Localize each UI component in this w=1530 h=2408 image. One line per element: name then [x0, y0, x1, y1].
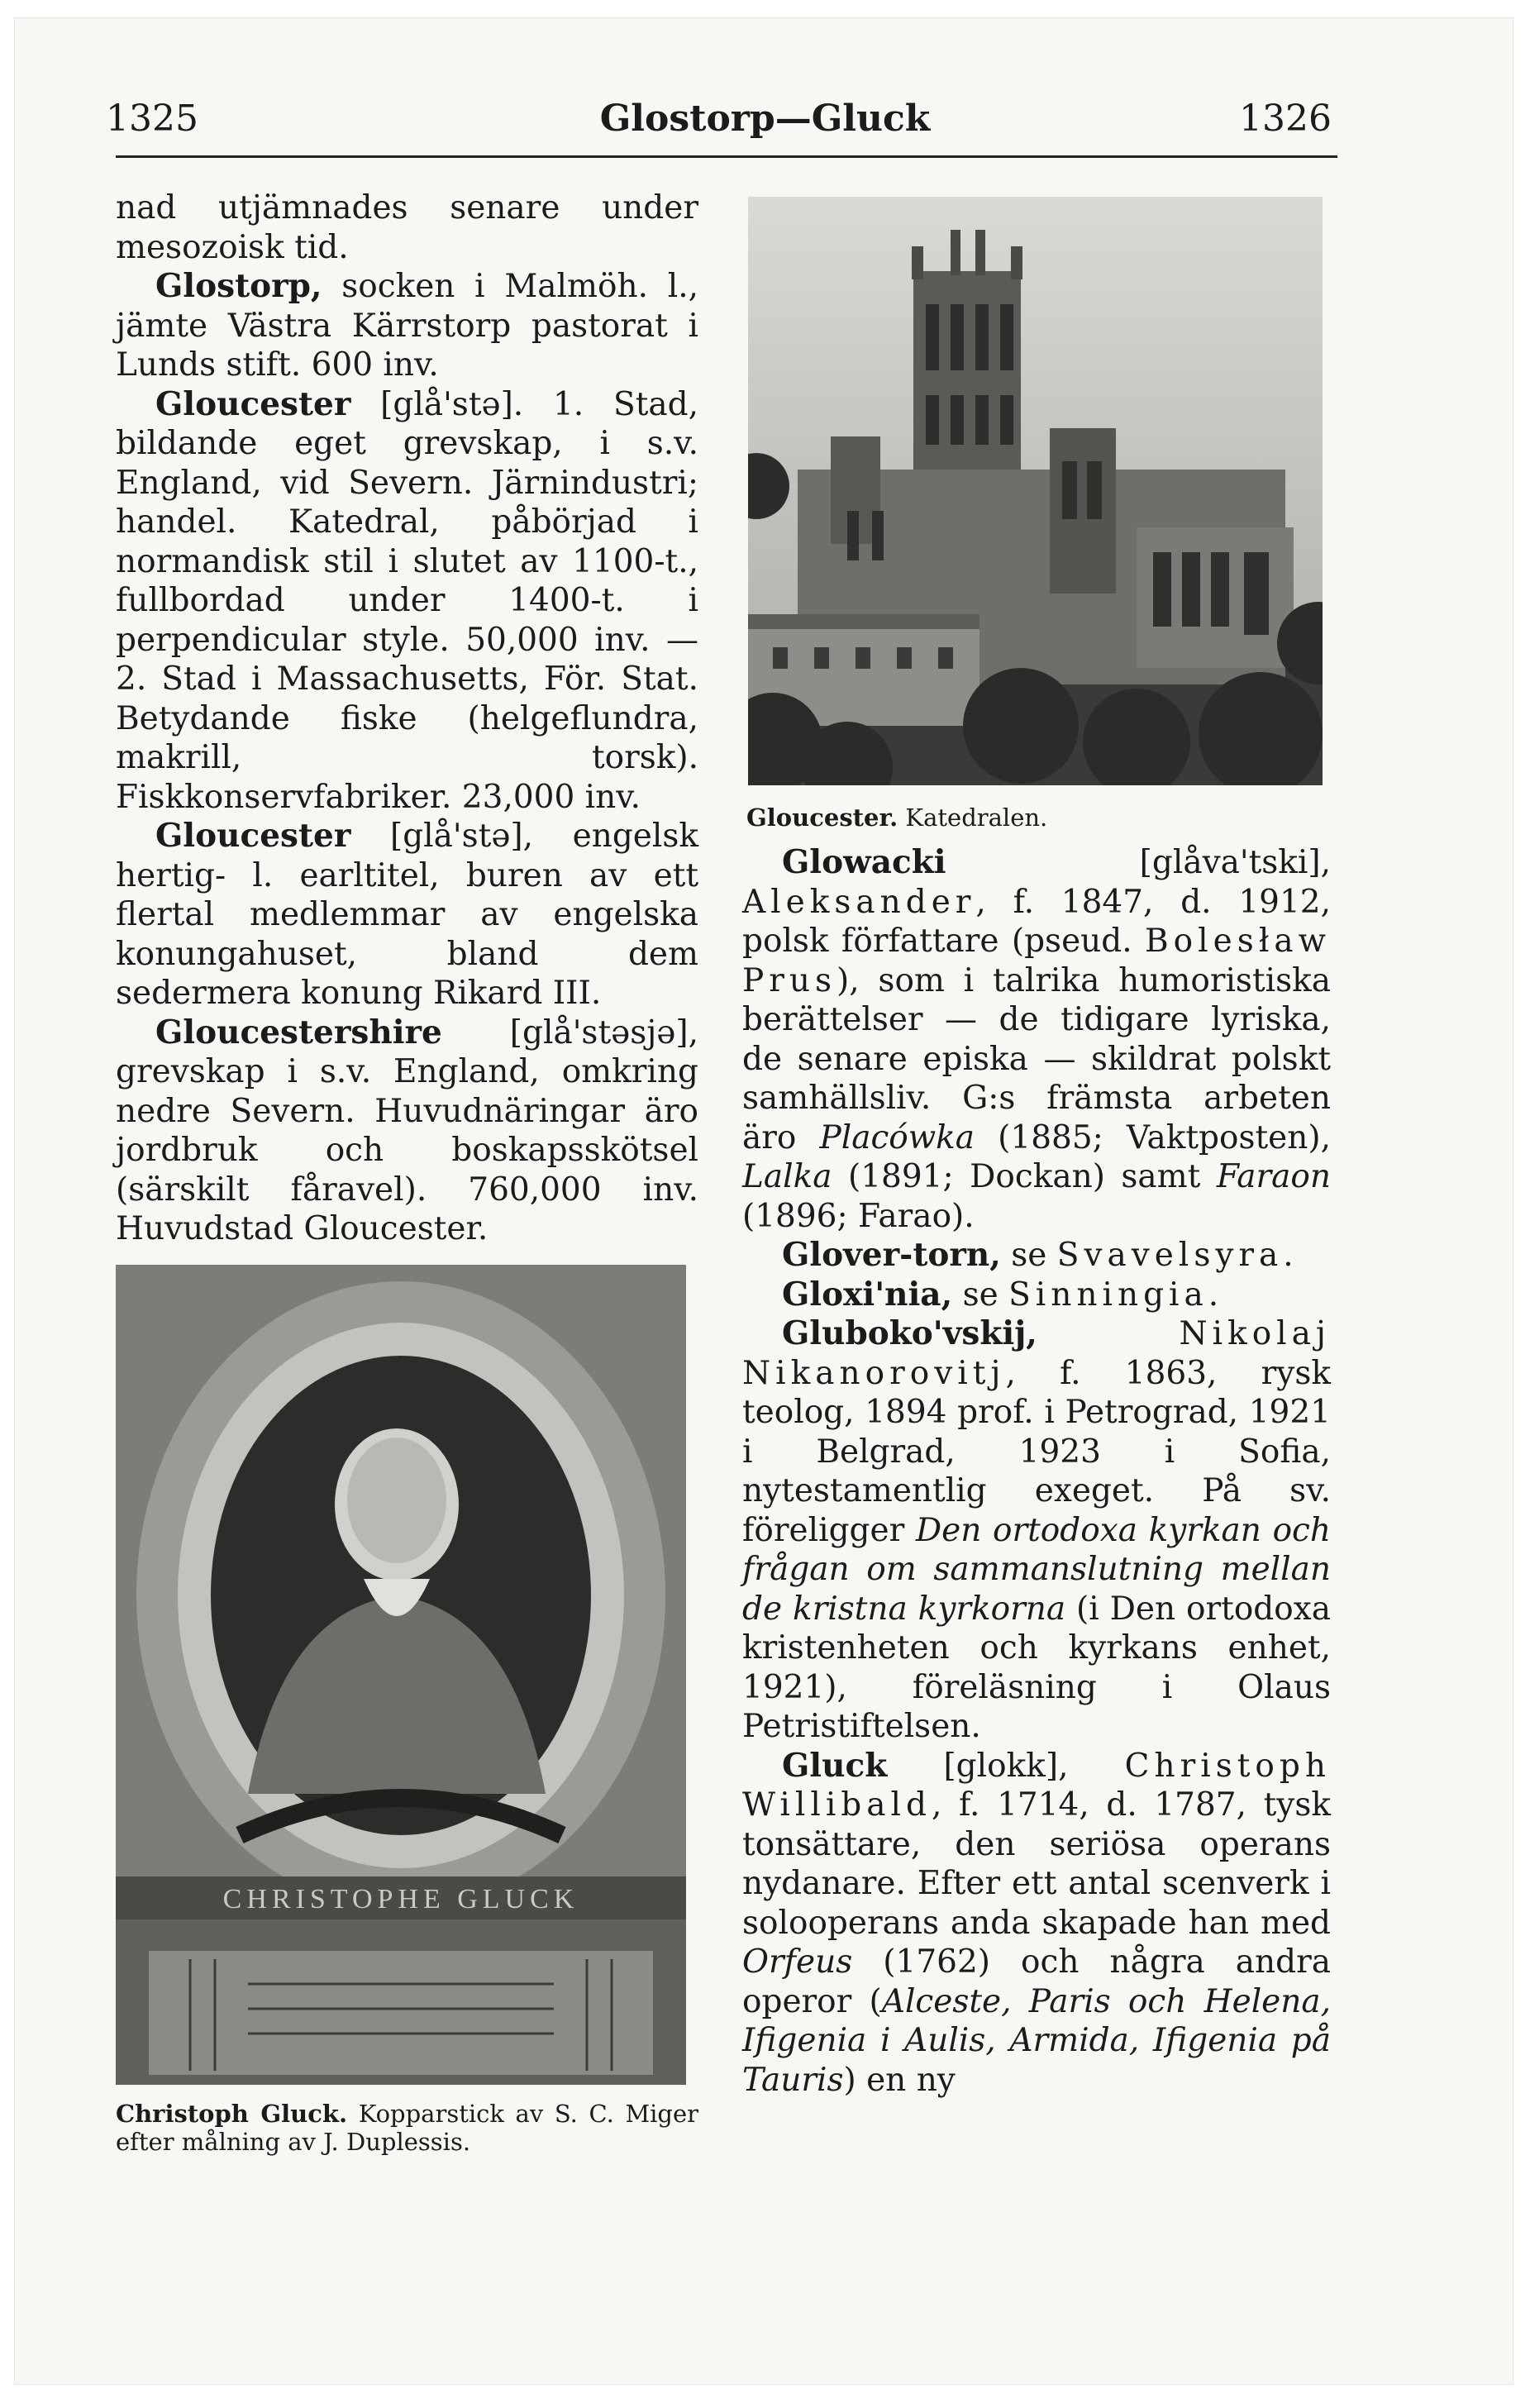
entry-glubokovskij: [742, 1314, 1331, 1747]
headword-glowacki: Glowacki: [782, 843, 946, 881]
entry-gloucester-title: [116, 817, 698, 1013]
xref-svavelsyra: Svavelsyra.: [1056, 1237, 1299, 1274]
entry-glowacki: [742, 843, 1331, 1236]
cathedral-caption: [746, 803, 1325, 832]
headword-gloucester-1: Gloucester: [155, 384, 351, 423]
entry-glostorp: [116, 267, 698, 385]
portrait-caption-title: Christoph Gluck.: [116, 2100, 348, 2128]
headword-glostorp: Glostorp,: [155, 267, 322, 305]
headword-gluck: Gluck: [782, 1746, 888, 1785]
entry-gloucester-city-text: [glå'stə]. 1. Stad, bildande eget grevskap, i s.v. England, vid Severn. Järnindustri; handel. Katedral, påbörjad i normandisk stil i slutet av 1100-t., fullbordad under 1400-t. i perpendicular style. 50,000 inv. — 2. Stad i Massachusetts, För. Stat. Betydande fiske (helgeflundra, makrill, torsk). Fiskkonservfabriker. 23,000 inv.: [116, 385, 698, 816]
entry-gloucestershire: [116, 1013, 698, 1249]
works-operas: Alceste, Paris och Helena, Ifigenia i Aulis, Armida, Ifigenia på Tauris: [742, 1982, 1332, 2099]
xref-sinningia: Sinningia.: [1008, 1276, 1224, 1314]
entry-glowacki-t2: (1891; Dockan) samt: [832, 1158, 1217, 1195]
entry-glowacki-name: Aleksander: [742, 883, 976, 921]
entry-gloxinia-see: se: [952, 1276, 1009, 1314]
gluck-portrait: [116, 1265, 686, 2085]
entry-glostorp-text: socken i Malmöh. l., jämte Västra Kärrstorp pastorat i Lunds stift. 600 inv.: [116, 268, 698, 384]
entry-gloucestershire-text: [glå'stəsjə], grevskap i s.v. England, omkring nedre Severn. Huvudnäringar äro jordbruk och boskapsskötsel (särskilt fåravel). 760,000 inv. Huvudstad Gloucester.: [116, 1013, 698, 1247]
entry-gluck-pron: [glokk],: [887, 1747, 1125, 1785]
work-lalka: Lalka: [742, 1158, 832, 1195]
entry-glubokovskij-text: , f. 1863, rysk teolog, 1894 prof. i Petrograd, 1921 i Belgrad, 1923 i Sofia, nytestamentlig exeget. På sv. föreligger: [742, 1354, 1331, 1549]
page-number-left: 1325: [106, 98, 198, 140]
entry-glowacki-pseud: Bolesław Prus: [742, 923, 1331, 999]
entry-gloucester-title-text: [glå'stə], engelsk hertig- l. earltitel, buren av ett flertal medlemmar av engelska konungahuset, bland dem sedermera konung Rikard III.: [116, 818, 698, 1012]
entry-gluck: [742, 1747, 1331, 2100]
headword-gloucestershire: Gloucestershire: [155, 1013, 442, 1051]
entry-gluck-t2: ) en ny: [843, 2061, 956, 2099]
headword-gloucester-2: Gloucester: [155, 817, 351, 855]
portrait-caption: [116, 2100, 698, 2156]
cathedral-caption-text: Katedralen.: [898, 803, 1048, 832]
headword-glubokovskij: Gluboko'vskij,: [782, 1314, 1037, 1352]
entry-gloucester-city: [116, 385, 698, 818]
entry-glubokovskij-text2: (i Den ortodoxa kristenheten och kyrkans enhet, 1921), föreläsning i Olaus Petristiftelsen.: [742, 1590, 1332, 1745]
entry-glowacki-mid2: ), som i talrika humoristiska berättelser — de tidigare lyriska, de senare episka — skildrat polskt samhällsliv. G:s främsta arbeten äro: [742, 961, 1331, 1156]
entry-gluck-text: , f. 1714, d. 1787, tysk tonsättare, den seriösa operans nydanare. Efter ett antal scenverk i solooperans anda skapade han med: [742, 1786, 1331, 1942]
entry-glubokovskij-name: Nikolaj Nikanorovitj: [742, 1315, 1331, 1392]
entry-glowacki-pron: [glåva'tski],: [946, 844, 1331, 881]
work-faraon: Faraon: [1216, 1158, 1331, 1195]
right-column: [742, 843, 1331, 2100]
cathedral-caption-title: Gloucester.: [746, 803, 898, 832]
entry-gluck-name: Christoph Willibald: [742, 1747, 1331, 1824]
entry-glowacki-t3: (1896; Farao).: [742, 1197, 975, 1235]
entry-glowacki-mid: , f. 1847, d. 1912, polsk författare (pseud.: [742, 883, 1331, 960]
running-title: Glostorp—Gluck: [599, 98, 931, 140]
entry-glowacki-t1: (1885; Vaktposten),: [975, 1118, 1331, 1156]
left-column: [116, 188, 698, 1249]
header-rule: [116, 155, 1337, 158]
work-orfeus: Orfeus: [742, 1943, 853, 1981]
cathedral-photo: [748, 197, 1323, 785]
entry-gluck-t1: (1762) och några andra operor (: [742, 1943, 1331, 2020]
page-number-right: 1326: [1239, 98, 1332, 140]
portrait-caption-text: Kopparstick av S. C. Miger efter målning av J. Duplessis.: [116, 2100, 699, 2156]
headword-gloxinia: Gloxi'nia,: [782, 1275, 953, 1314]
entry-glover-torn: [742, 1236, 1331, 1276]
portrait-plaque: CHRISTOPHE GLUCK: [222, 1884, 579, 1914]
work-placowka: Placówka: [819, 1118, 975, 1156]
entry-gloxinia: [742, 1276, 1331, 1315]
entry-continuation: nad utjämnades senare under mesozoisk tid.: [116, 189, 698, 266]
entry-glover-see: se: [1000, 1237, 1057, 1274]
headword-glover-torn: Glover-torn,: [782, 1236, 1001, 1274]
work-den-ortodoxa-kyrkan: Den ortodoxa kyrkan och frågan om sammanslutning mellan de kristna kyrkorna: [742, 1511, 1332, 1628]
